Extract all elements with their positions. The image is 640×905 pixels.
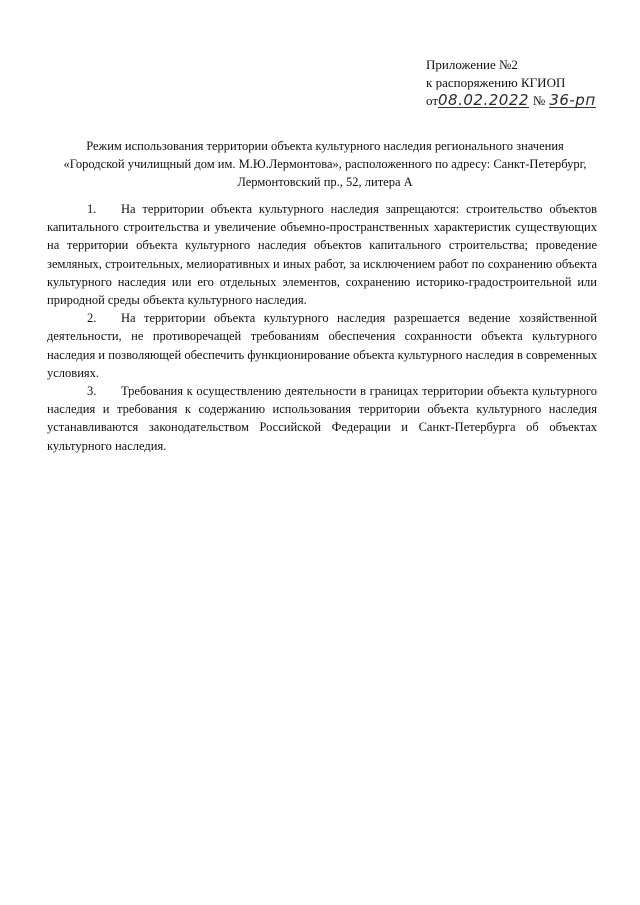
paragraph-number: 2. [87, 311, 97, 326]
paragraph-1 [47, 200, 597, 309]
paragraph-number: 3. [87, 384, 97, 399]
paragraph-number: 1. [87, 202, 97, 216]
title-line-3: Лермонтовский пр., 52, литера А [237, 175, 413, 189]
appendix-title: Приложение №2 [426, 57, 518, 72]
date-prefix: от [426, 93, 439, 108]
handwritten-number: 36-рп [549, 91, 596, 109]
title-line-2: «Городской училищный дом им. М.Ю.Лермонтова», расположенного по адресу: Санкт-Петербург, [63, 157, 587, 171]
document-body [47, 200, 597, 455]
paragraph-2 [47, 309, 597, 382]
paragraph-text: На территории объекта культурного наследия разрешается ведение хозяйственной деятельности, не противоречащей требованиям обеспечения сохранности объекта культурного наследия и позволяющей обеспечить функционирование объекта культурного наследия в современных условиях. [47, 311, 597, 380]
appendix-date-number [426, 92, 596, 110]
paragraph-text: Требования к осуществлению деятельности в границах территории объекта культурного наследия и требования к содержанию использования территории объекта культурного наследия устанавливаются законодательством Российской Федерации и Санкт-Петербурга об объектах культурного наследия. [47, 384, 597, 453]
number-sign: № [532, 93, 546, 108]
appendix-header [426, 56, 596, 110]
appendix-order-ref: к распоряжению КГИОП [426, 75, 566, 90]
paragraph-text: На территории объекта культурного наследия запрещаются: строительство объектов капитального строительства и увеличение объемно-пространственных характеристик существующих на территории объекта культурного наследия объектов капитального строительства; проведение земляных, строительных, мелиоративных и иных работ, за исключением работ по сохранению объекта культурного наследия или его отдельных элементов, сохранению историко-градостроительной или природной среды объекта культурного наследия. [47, 202, 597, 308]
document-title [55, 137, 595, 191]
paragraph-3 [47, 382, 597, 455]
handwritten-date: 08.02.2022 [438, 91, 529, 109]
title-line-1: Режим использования территории объекта культурного наследия регионального значения [86, 139, 564, 153]
